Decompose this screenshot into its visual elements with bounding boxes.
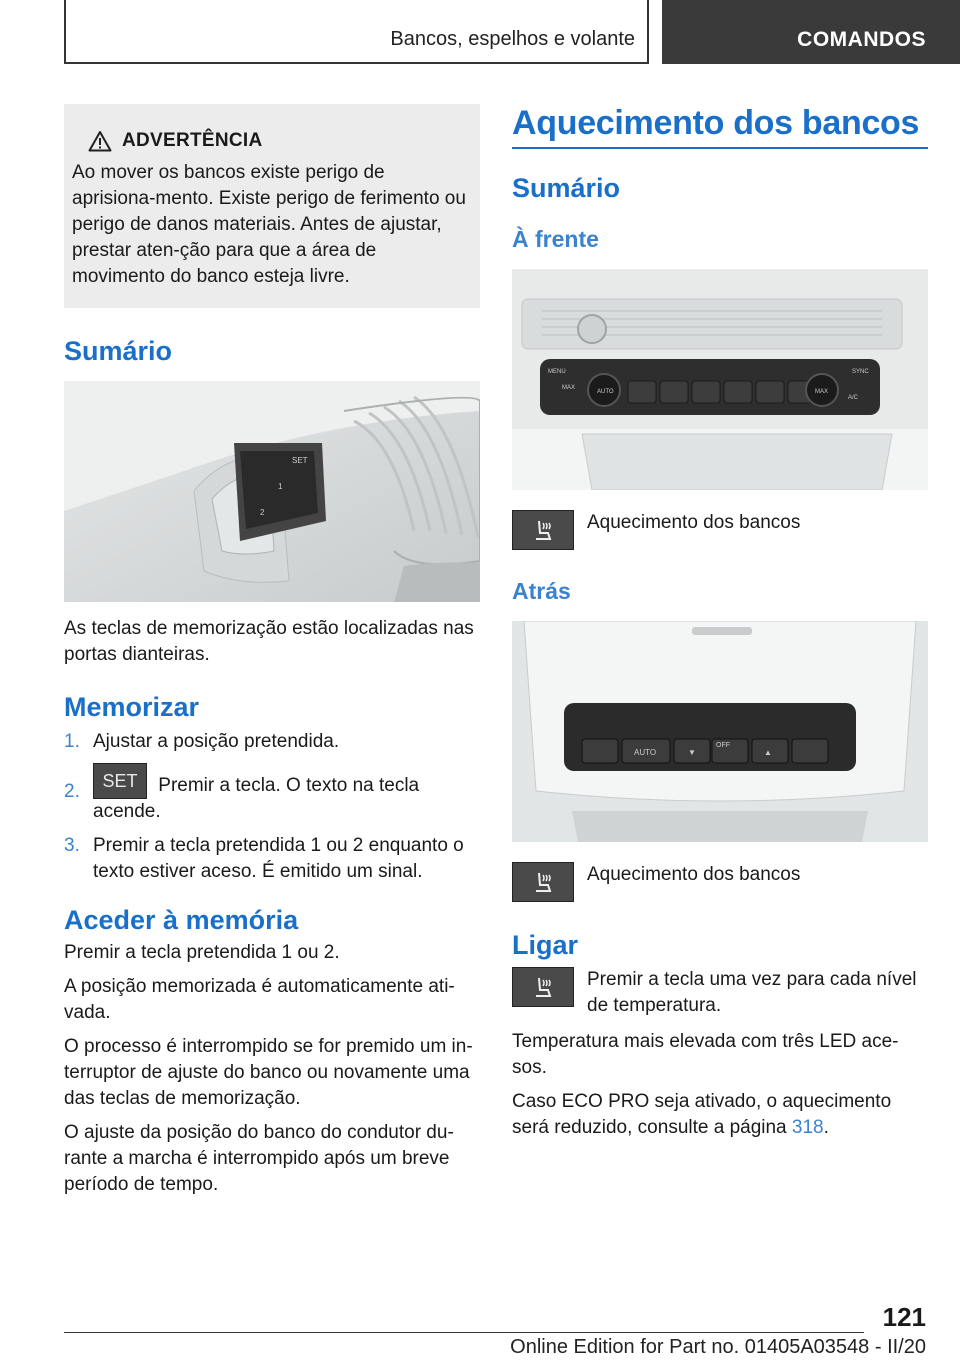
store-step-1 — [64, 729, 480, 755]
store-steps-list — [64, 729, 480, 885]
page-number: 121 — [882, 1302, 926, 1332]
front-climate-panel-photo — [512, 269, 928, 490]
rear-up-label: ▲ — [764, 748, 772, 757]
recall-paragraph-2: A posição memorizada é automaticamente ati-vada. — [64, 976, 455, 1023]
warning-triangle-icon — [88, 130, 112, 152]
step-number: 3. — [64, 835, 80, 856]
seat-heating-overview-heading: Sumário — [512, 173, 621, 203]
header-section-title: Bancos, espelhos e volante — [390, 28, 635, 50]
rear-off-label: OFF — [716, 742, 730, 749]
section-title: Aquecimento dos bancos — [512, 104, 920, 142]
front-caption: Aquecimento dos bancos — [587, 512, 801, 533]
recall-paragraph-3: O processo é interrompido se for premido um in-terruptor de ajuste do banco ou novamente uma das teclas de memorização. — [64, 1036, 473, 1109]
rear-panel-illustration — [512, 621, 928, 842]
recall-heading: Aceder à memória — [64, 905, 299, 935]
set-button-icon: SET — [93, 763, 147, 799]
seat-heating-icon — [512, 967, 574, 1007]
warning-title: ADVERTÊNCIA — [122, 130, 263, 151]
right-column — [512, 104, 928, 1141]
front-panel-illustration — [512, 269, 928, 490]
front-auto-dial-label: AUTO — [597, 389, 614, 395]
front-heading: À frente — [512, 226, 599, 252]
rear-climate-panel-photo — [512, 621, 928, 842]
seat-heating-icon — [512, 510, 574, 550]
step-text: Premir a tecla pretendida 1 ou 2 enquanto o texto estiver aceso. É emitido um sinal. — [93, 835, 464, 882]
header-chapter-title: COMANDOS — [797, 28, 926, 51]
front-seat-heating-row — [512, 510, 928, 550]
rear-caption: Aquecimento dos bancos — [587, 864, 801, 885]
front-max-dial-label: MAX — [815, 389, 829, 395]
rear-auto-label: AUTO — [634, 748, 657, 757]
front-sync-label: SYNC — [852, 369, 869, 375]
footer-rule — [64, 1332, 864, 1333]
overview-heading: Sumário — [64, 336, 173, 366]
chapter-title-block — [512, 104, 928, 149]
header-chapter-box — [662, 0, 960, 64]
rear-down-label: ▼ — [688, 748, 696, 757]
recall-paragraph-4: O ajuste da posição do banco do condutor du-rante a marcha é interrompido após um breve período de tempo. — [64, 1122, 454, 1195]
paragraph-text: Caso ECO PRO seja ativado, o aquecimento será reduzido, consulte a página — [512, 1091, 892, 1138]
header-section-box — [64, 0, 649, 64]
rear-heading: Atrás — [512, 578, 571, 604]
page-reference-link[interactable]: 318 — [791, 1117, 824, 1138]
front-ac-label: A/C — [848, 395, 859, 401]
overview-text: As teclas de memorização estão localizadas nas portas dianteiras. — [64, 618, 474, 665]
switch-on-row — [512, 967, 928, 1019]
store-step-2 — [64, 763, 480, 825]
store-step-3 — [64, 833, 480, 885]
switch-on-text: Premir a tecla uma vez para cada nível de temperatura. — [587, 969, 917, 1016]
rear-seat-heating-row — [512, 862, 928, 902]
recall-paragraph-1: Premir a tecla pretendida 1 ou 2. — [64, 942, 340, 963]
front-max-label: MAX — [562, 385, 576, 391]
warning-text: Ao mover os bancos existe perigo de aprisiona-mento. Existe perigo de ferimento ou perigo de danos materiais. Antes de ajustar, prestar aten-ção para que a área de movimento do banco esteja livre. — [72, 162, 466, 287]
seat-heating-icon — [512, 862, 574, 902]
switch-on-paragraph-2 — [512, 1089, 928, 1141]
left-column — [64, 104, 480, 1198]
door-button-2-label: 2 — [260, 508, 265, 517]
step-number: 2. — [64, 781, 80, 802]
step-text: Premir a tecla. O texto na tecla acende. — [93, 775, 420, 822]
switch-on-paragraph-1: Temperatura mais elevada com três LED ace-sos. — [512, 1031, 899, 1078]
door-memory-photo — [64, 381, 480, 602]
door-set-label: SET — [292, 456, 308, 465]
switch-on-heading: Ligar — [512, 930, 579, 960]
door-panel-illustration — [64, 381, 480, 602]
warning-box — [64, 104, 480, 308]
step-number: 1. — [64, 731, 80, 752]
store-heading: Memorizar — [64, 692, 200, 722]
footer-edition: Online Edition for Part no. 01405A03548 - II/20 — [510, 1336, 926, 1358]
paragraph-text: . — [823, 1117, 829, 1138]
step-text: Ajustar a posição pretendida. — [93, 731, 340, 752]
door-button-1-label: 1 — [278, 482, 283, 491]
front-menu-label: MENU — [548, 369, 566, 375]
